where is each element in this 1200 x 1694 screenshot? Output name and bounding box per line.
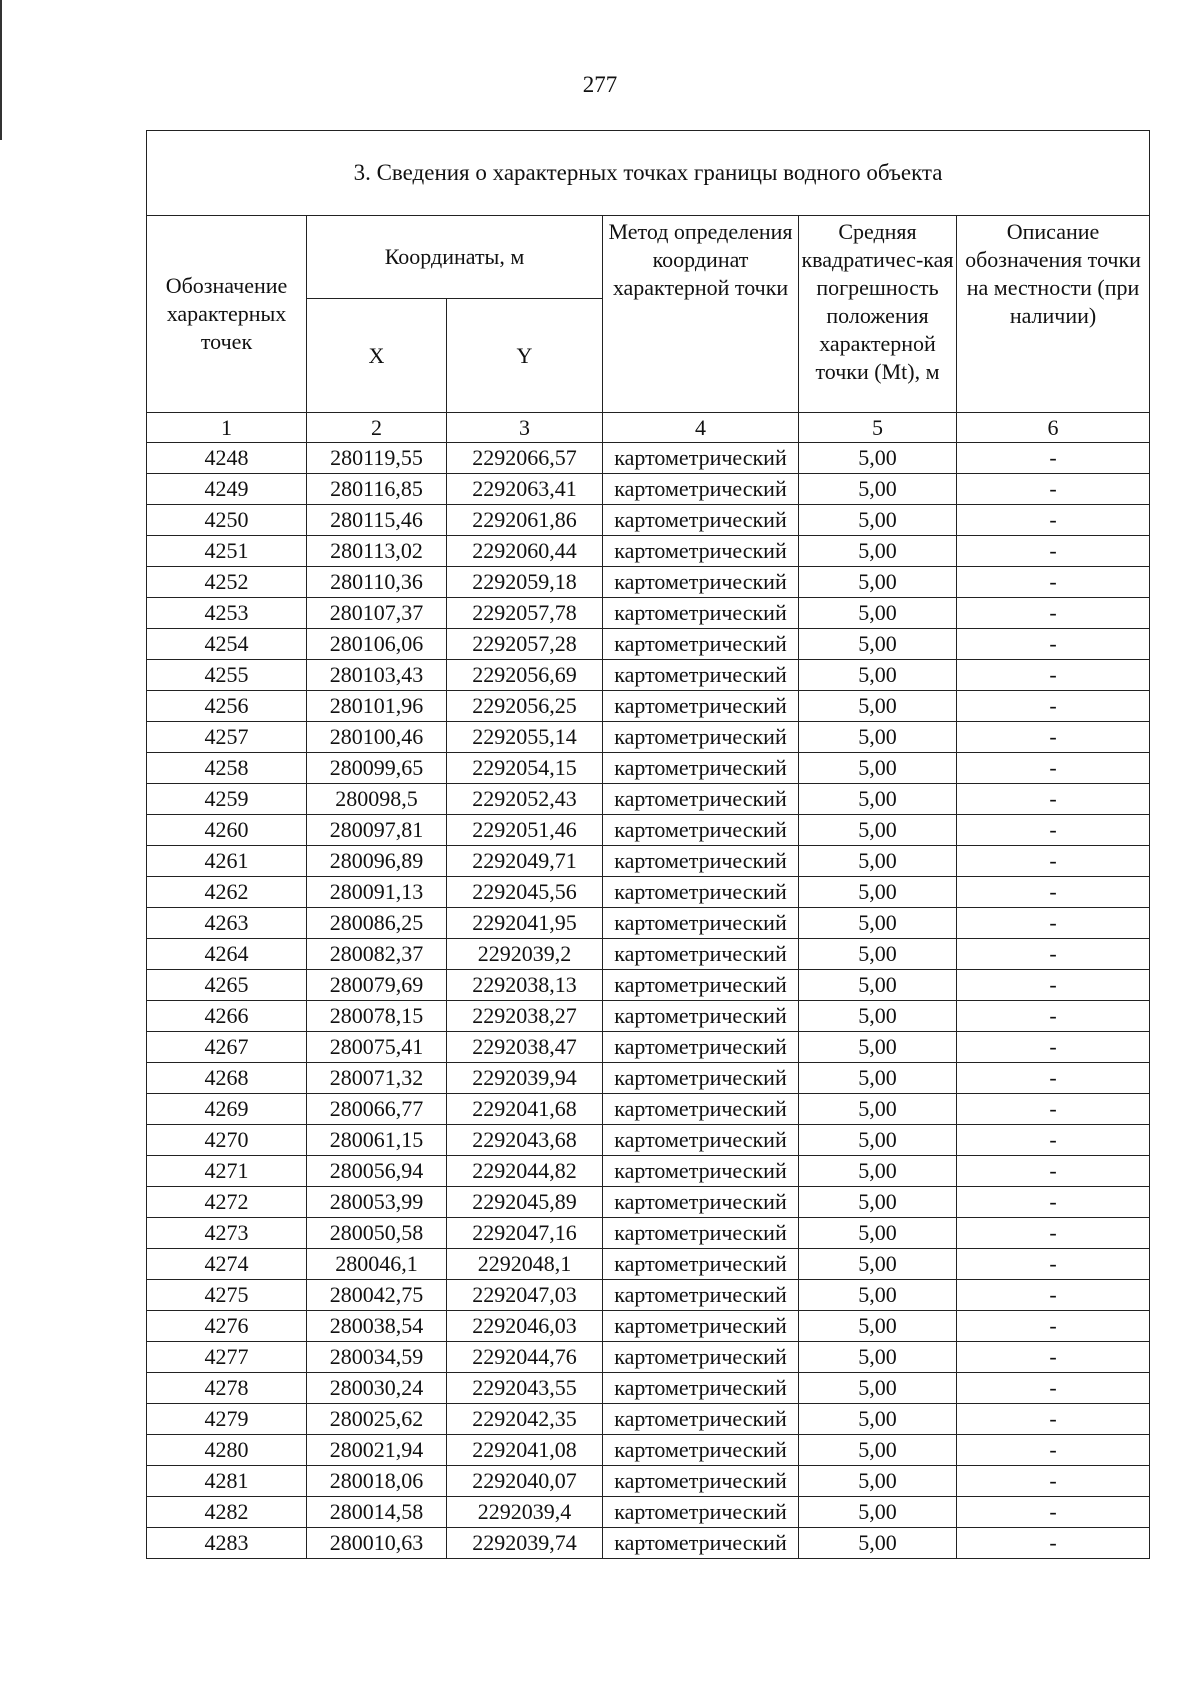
header-coordinates: Координаты, м [307,216,603,299]
cell-point: 4280 [147,1435,307,1466]
cell-description: - [957,443,1150,474]
cell-y: 2292038,27 [447,1001,603,1032]
cell-description: - [957,536,1150,567]
cell-error: 5,00 [799,722,957,753]
cell-y: 2292044,82 [447,1156,603,1187]
cell-x: 280050,58 [307,1218,447,1249]
table-row [147,660,1150,691]
cell-x: 280119,55 [307,443,447,474]
boundary-points-table [146,130,1150,1559]
cell-description: - [957,1187,1150,1218]
cell-point: 4256 [147,691,307,722]
cell-y: 2292041,95 [447,908,603,939]
cell-point: 4269 [147,1094,307,1125]
column-number: 3 [447,413,603,443]
cell-y: 2292051,46 [447,815,603,846]
page-number: 277 [582,72,618,97]
cell-error: 5,00 [799,567,957,598]
table-row [147,877,1150,908]
cell-description: - [957,505,1150,536]
cell-y: 2292040,07 [447,1466,603,1497]
table-row [147,1094,1150,1125]
cell-x: 280042,75 [307,1280,447,1311]
cell-method: картометрический [603,908,799,939]
cell-description: - [957,1435,1150,1466]
cell-point: 4259 [147,784,307,815]
cell-description: - [957,691,1150,722]
cell-description: - [957,753,1150,784]
cell-method: картометрический [603,660,799,691]
cell-description: - [957,939,1150,970]
cell-description: - [957,1466,1150,1497]
cell-y: 2292057,28 [447,629,603,660]
cell-method: картометрический [603,1342,799,1373]
cell-method: картометрический [603,567,799,598]
cell-error: 5,00 [799,815,957,846]
cell-point: 4268 [147,1063,307,1094]
cell-x: 280075,41 [307,1032,447,1063]
cell-description: - [957,1001,1150,1032]
cell-method: картометрический [603,939,799,970]
cell-description: - [957,1094,1150,1125]
cell-error: 5,00 [799,1528,957,1559]
table-row [147,970,1150,1001]
cell-method: картометрический [603,505,799,536]
cell-method: картометрический [603,443,799,474]
cell-error: 5,00 [799,629,957,660]
cell-y: 2292041,68 [447,1094,603,1125]
cell-method: картометрический [603,629,799,660]
cell-error: 5,00 [799,1404,957,1435]
cell-error: 5,00 [799,784,957,815]
cell-method: картометрический [603,1528,799,1559]
cell-point: 4252 [147,567,307,598]
cell-y: 2292057,78 [447,598,603,629]
cell-description: - [957,1311,1150,1342]
cell-y: 2292066,57 [447,443,603,474]
cell-x: 280115,46 [307,505,447,536]
cell-y: 2292038,47 [447,1032,603,1063]
cell-x: 280086,25 [307,908,447,939]
cell-method: картометрический [603,1218,799,1249]
cell-error: 5,00 [799,1249,957,1280]
cell-error: 5,00 [799,505,957,536]
cell-error: 5,00 [799,753,957,784]
cell-method: картометрический [603,691,799,722]
cell-description: - [957,474,1150,505]
cell-point: 4265 [147,970,307,1001]
cell-error: 5,00 [799,598,957,629]
cell-method: картометрический [603,970,799,1001]
cell-y: 2292045,56 [447,877,603,908]
cell-error: 5,00 [799,1466,957,1497]
cell-method: картометрический [603,1435,799,1466]
cell-error: 5,00 [799,443,957,474]
cell-description: - [957,1280,1150,1311]
cell-x: 280097,81 [307,815,447,846]
cell-error: 5,00 [799,1032,957,1063]
cell-error: 5,00 [799,1280,957,1311]
cell-description: - [957,1528,1150,1559]
cell-method: картометрический [603,1280,799,1311]
cell-x: 280116,85 [307,474,447,505]
cell-x: 280053,99 [307,1187,447,1218]
cell-x: 280018,06 [307,1466,447,1497]
table-row [147,1466,1150,1497]
table-row [147,784,1150,815]
cell-description: - [957,1342,1150,1373]
table-row [147,908,1150,939]
table-row [147,1001,1150,1032]
cell-description: - [957,877,1150,908]
cell-x: 280091,13 [307,877,447,908]
cell-point: 4270 [147,1125,307,1156]
table-row [147,846,1150,877]
table-row [147,1156,1150,1187]
cell-point: 4260 [147,815,307,846]
cell-point: 4275 [147,1280,307,1311]
table-row [147,1404,1150,1435]
cell-description: - [957,784,1150,815]
cell-x: 280066,77 [307,1094,447,1125]
cell-y: 2292045,89 [447,1187,603,1218]
cell-error: 5,00 [799,877,957,908]
table-row [147,598,1150,629]
cell-y: 2292047,16 [447,1218,603,1249]
cell-description: - [957,660,1150,691]
cell-x: 280071,32 [307,1063,447,1094]
table-row [147,1497,1150,1528]
cell-point: 4254 [147,629,307,660]
table-row [147,443,1150,474]
column-number: 4 [603,413,799,443]
column-number: 2 [307,413,447,443]
cell-x: 280096,89 [307,846,447,877]
cell-method: картометрический [603,1373,799,1404]
cell-description: - [957,629,1150,660]
cell-y: 2292048,1 [447,1249,603,1280]
cell-point: 4271 [147,1156,307,1187]
header-error: Средняя квадратичес-кая погрешность положения характерной точки (Mt), м [799,216,957,413]
table-row [147,1342,1150,1373]
cell-y: 2292052,43 [447,784,603,815]
table-row [147,1218,1150,1249]
cell-point: 4267 [147,1032,307,1063]
table-row [147,1311,1150,1342]
table-row [147,815,1150,846]
cell-point: 4279 [147,1404,307,1435]
column-number: 1 [147,413,307,443]
cell-point: 4263 [147,908,307,939]
scan-edge-line [0,0,2,140]
cell-error: 5,00 [799,691,957,722]
cell-y: 2292046,03 [447,1311,603,1342]
cell-error: 5,00 [799,660,957,691]
cell-y: 2292043,68 [447,1125,603,1156]
table-row [147,1187,1150,1218]
table-row [147,1125,1150,1156]
cell-method: картометрический [603,598,799,629]
cell-method: картометрический [603,722,799,753]
cell-x: 280056,94 [307,1156,447,1187]
cell-y: 2292042,35 [447,1404,603,1435]
cell-error: 5,00 [799,846,957,877]
cell-error: 5,00 [799,1497,957,1528]
cell-point: 4251 [147,536,307,567]
table-row [147,1280,1150,1311]
table-row [147,474,1150,505]
cell-description: - [957,1156,1150,1187]
cell-x: 280082,37 [307,939,447,970]
cell-x: 280078,15 [307,1001,447,1032]
cell-description: - [957,1032,1150,1063]
cell-method: картометрический [603,1249,799,1280]
cell-x: 280099,65 [307,753,447,784]
cell-error: 5,00 [799,1156,957,1187]
cell-x: 280113,02 [307,536,447,567]
cell-y: 2292063,41 [447,474,603,505]
cell-y: 2292056,25 [447,691,603,722]
cell-y: 2292043,55 [447,1373,603,1404]
cell-x: 280100,46 [307,722,447,753]
cell-description: - [957,1218,1150,1249]
cell-description: - [957,908,1150,939]
cell-description: - [957,567,1150,598]
cell-method: картометрический [603,1156,799,1187]
table-row [147,691,1150,722]
cell-method: картометрический [603,1497,799,1528]
table-row [147,629,1150,660]
cell-x: 280025,62 [307,1404,447,1435]
cell-description: - [957,1063,1150,1094]
cell-method: картометрический [603,474,799,505]
cell-x: 280103,43 [307,660,447,691]
header-point: Обозначение характерных точек [147,216,307,413]
cell-method: картометрический [603,1063,799,1094]
cell-x: 280014,58 [307,1497,447,1528]
header-method: Метод определения координат характерной точки [603,216,799,413]
cell-point: 4255 [147,660,307,691]
table-row [147,505,1150,536]
cell-method: картометрический [603,815,799,846]
cell-error: 5,00 [799,970,957,1001]
cell-y: 2292038,13 [447,970,603,1001]
cell-y: 2292041,08 [447,1435,603,1466]
cell-y: 2292039,4 [447,1497,603,1528]
cell-y: 2292061,86 [447,505,603,536]
cell-x: 280061,15 [307,1125,447,1156]
table-row [147,567,1150,598]
table-row [147,1435,1150,1466]
header-description: Описание обозначения точки на местности (при наличии) [957,216,1150,413]
cell-error: 5,00 [799,1435,957,1466]
table-row [147,722,1150,753]
cell-x: 280101,96 [307,691,447,722]
cell-error: 5,00 [799,1218,957,1249]
cell-method: картометрический [603,1094,799,1125]
cell-description: - [957,722,1150,753]
cell-error: 5,00 [799,1342,957,1373]
cell-point: 4253 [147,598,307,629]
cell-error: 5,00 [799,908,957,939]
cell-point: 4273 [147,1218,307,1249]
cell-x: 280010,63 [307,1528,447,1559]
cell-point: 4257 [147,722,307,753]
column-number-row [147,413,1150,443]
cell-point: 4264 [147,939,307,970]
cell-point: 4282 [147,1497,307,1528]
cell-x: 280034,59 [307,1342,447,1373]
cell-point: 4274 [147,1249,307,1280]
cell-y: 2292060,44 [447,536,603,567]
table-row [147,1373,1150,1404]
cell-method: картометрический [603,784,799,815]
cell-point: 4248 [147,443,307,474]
cell-error: 5,00 [799,1001,957,1032]
cell-point: 4272 [147,1187,307,1218]
header-x: X [307,299,447,413]
cell-method: картометрический [603,1311,799,1342]
cell-y: 2292039,2 [447,939,603,970]
cell-error: 5,00 [799,1187,957,1218]
cell-point: 4261 [147,846,307,877]
table-row [147,1249,1150,1280]
cell-point: 4262 [147,877,307,908]
cell-x: 280079,69 [307,970,447,1001]
cell-y: 2292044,76 [447,1342,603,1373]
cell-point: 4249 [147,474,307,505]
cell-method: картометрический [603,1404,799,1435]
cell-method: картометрический [603,1125,799,1156]
cell-error: 5,00 [799,474,957,505]
cell-method: картометрический [603,877,799,908]
cell-x: 280106,06 [307,629,447,660]
cell-y: 2292059,18 [447,567,603,598]
cell-method: картометрический [603,1032,799,1063]
cell-method: картометрический [603,1466,799,1497]
cell-description: - [957,598,1150,629]
cell-error: 5,00 [799,1373,957,1404]
cell-description: - [957,1497,1150,1528]
table-row [147,753,1150,784]
column-number: 5 [799,413,957,443]
cell-error: 5,00 [799,1063,957,1094]
column-number: 6 [957,413,1150,443]
cell-point: 4283 [147,1528,307,1559]
cell-y: 2292055,14 [447,722,603,753]
cell-point: 4278 [147,1373,307,1404]
cell-y: 2292039,94 [447,1063,603,1094]
cell-description: - [957,846,1150,877]
cell-method: картометрический [603,753,799,784]
table-title: 3. Сведения о характерных точках границы водного объекта [147,131,1150,216]
cell-description: - [957,1249,1150,1280]
cell-description: - [957,815,1150,846]
cell-point: 4276 [147,1311,307,1342]
cell-description: - [957,1404,1150,1435]
cell-error: 5,00 [799,1311,957,1342]
cell-point: 4277 [147,1342,307,1373]
cell-error: 5,00 [799,939,957,970]
header-y: Y [447,299,603,413]
table-row [147,1063,1150,1094]
cell-point: 4281 [147,1466,307,1497]
cell-x: 280021,94 [307,1435,447,1466]
cell-y: 2292056,69 [447,660,603,691]
cell-y: 2292049,71 [447,846,603,877]
cell-description: - [957,970,1150,1001]
table-row [147,536,1150,567]
cell-point: 4266 [147,1001,307,1032]
cell-point: 4258 [147,753,307,784]
table-row [147,939,1150,970]
cell-y: 2292039,74 [447,1528,603,1559]
cell-x: 280098,5 [307,784,447,815]
cell-method: картометрический [603,1187,799,1218]
cell-y: 2292054,15 [447,753,603,784]
cell-x: 280030,24 [307,1373,447,1404]
cell-error: 5,00 [799,1125,957,1156]
table-row [147,1032,1150,1063]
cell-x: 280038,54 [307,1311,447,1342]
cell-description: - [957,1125,1150,1156]
cell-method: картометрический [603,1001,799,1032]
cell-error: 5,00 [799,536,957,567]
cell-description: - [957,1373,1150,1404]
cell-method: картометрический [603,846,799,877]
cell-method: картометрический [603,536,799,567]
cell-x: 280046,1 [307,1249,447,1280]
table-row [147,1528,1150,1559]
cell-error: 5,00 [799,1094,957,1125]
cell-x: 280110,36 [307,567,447,598]
cell-x: 280107,37 [307,598,447,629]
cell-y: 2292047,03 [447,1280,603,1311]
cell-point: 4250 [147,505,307,536]
